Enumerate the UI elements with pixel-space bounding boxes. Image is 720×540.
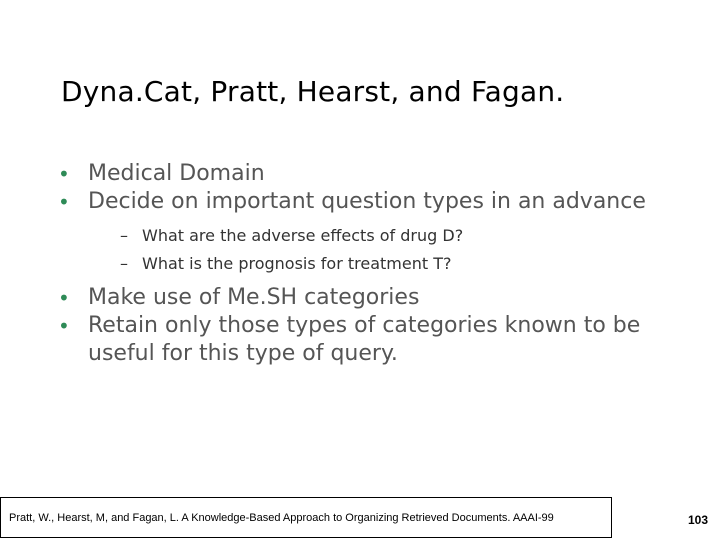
bullet-text: Make use of Me.SH categories (88, 285, 420, 310)
bullet-item (58, 160, 678, 188)
sub-bullet-item (120, 250, 678, 278)
bullet-icon: • (58, 162, 70, 186)
dash-icon: – (120, 254, 128, 273)
sub-bullet-text: What is the prognosis for treatment T? (142, 254, 452, 273)
sub-bullet-item (120, 222, 678, 250)
slide-title: Dyna.Cat, Pratt, Hearst, and Fagan. (61, 75, 565, 108)
dash-icon: – (120, 226, 128, 245)
bullet-text: Decide on important question types in an advance (88, 189, 646, 214)
bullet-item (58, 312, 678, 368)
bullet-text: Retain only those types of categories known to be useful for this type of query. (88, 313, 641, 366)
bullet-icon: • (58, 314, 70, 338)
bullet-item (58, 284, 678, 312)
bullet-list (58, 160, 678, 368)
sub-bullet-text: What are the adverse effects of drug D? (142, 226, 464, 245)
page-number: 103 (688, 513, 709, 527)
bullet-icon: • (58, 190, 70, 214)
bullet-item (58, 188, 678, 216)
bullet-text: Medical Domain (88, 161, 265, 186)
sub-bullet-list (120, 222, 678, 278)
citation-footer: Pratt, W., Hearst, M, and Fagan, L. A Knowledge-Based Approach to Organizing Retrieved Documents. AAAI-99 (0, 497, 612, 538)
bullet-icon: • (58, 286, 70, 310)
